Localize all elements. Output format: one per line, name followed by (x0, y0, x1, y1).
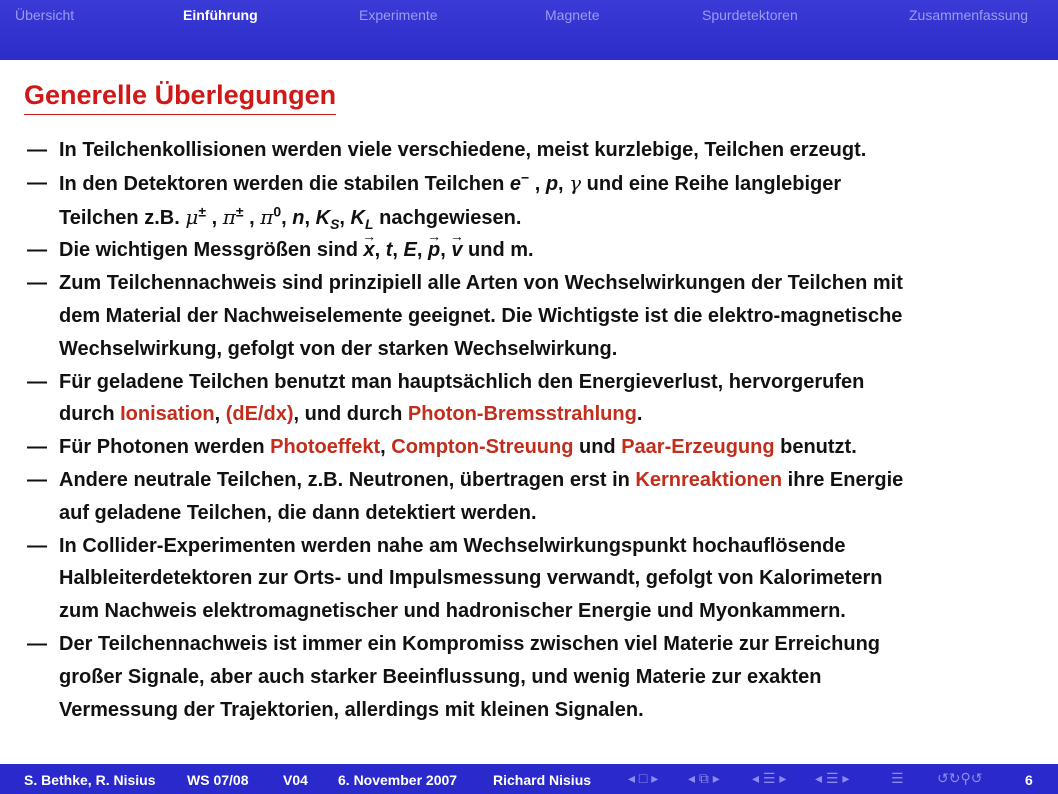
highlight-term: Kernreaktionen (635, 468, 783, 491)
footer-speaker: Richard Nisius (493, 772, 592, 788)
bullet-text: Teilchen z.B. (59, 206, 186, 229)
bullet-2 (27, 167, 1042, 235)
nav-item-zusammenfassung[interactable]: Zusammenfassung (909, 7, 1029, 23)
slide-title: Generelle Überlegungen (24, 80, 336, 115)
highlight-term: Compton-Streuung (391, 436, 574, 459)
bullet-text: . (636, 403, 643, 426)
nav-subsection-icon[interactable]: ◂ ⧉ ▸ (688, 770, 720, 786)
highlight-term: Photoeffekt (270, 436, 381, 459)
symbol-time: t (385, 239, 393, 262)
bullet-9 (27, 628, 1042, 726)
bullet-text: großer Signale, aber auch starker Beeinflussung, und wenig Materie zur exakten (59, 665, 822, 688)
symbol-proton: p (545, 172, 559, 195)
bullet-text: In Teilchenkollisionen werden viele verschiedene, meist kurzlebige, Teilchen erzeugt. (59, 139, 867, 161)
slide-content (27, 134, 1042, 726)
nav-document-icon[interactable]: ◂ ☰ ▸ (815, 770, 850, 786)
bullet-text: auf geladene Teilchen, die dann detektiert werden. (59, 501, 537, 524)
separator: , (416, 239, 429, 262)
bullet-text: Die wichtigen Messgrößen sind (59, 239, 364, 262)
separator: , (339, 206, 351, 229)
bullet-text: benutzt. (774, 436, 857, 459)
bullet-8 (27, 530, 1042, 628)
bullet-text: dem Material der Nachweiselemente geeignet. Die Wichtigste ist die elektro-magnetische (59, 304, 903, 327)
bullet-dash: — (27, 370, 47, 393)
symbol-electron: e (509, 172, 521, 195)
highlight-term: (dE/dx) (225, 403, 294, 426)
footer-semester: WS 07/08 (187, 772, 249, 788)
highlight-term: Photon-Bremsstrahlung (407, 403, 637, 426)
separator: , (392, 239, 404, 262)
bullet-dash: — (27, 534, 47, 557)
bullet-1 (27, 134, 1042, 167)
bullet-text: durch (59, 403, 121, 426)
bullet-text: Zum Teilchennachweis sind prinzipiell alle Arten von Wechselwirkungen der Teilchen mit (59, 272, 903, 295)
footer-authors: S. Bethke, R. Nisius (24, 772, 156, 788)
bullet-dash: — (27, 468, 47, 491)
bullet-dash: — (27, 139, 47, 161)
bullet-7 (27, 464, 1042, 530)
bullet-text: Vermessung der Trajektorien, allerdings mit kleinen Signalen. (59, 698, 644, 721)
symbol-pion-zero: 0 (273, 202, 282, 219)
separator: , (304, 206, 316, 229)
bullet-text: und (573, 436, 622, 459)
footer-lecture: V04 (283, 772, 308, 788)
bullet-text: Halbleiterdetektoren zur Orts- und Impulsmessung verwandt, gefolgt von Kalorimetern (59, 567, 883, 590)
bullet-6 (27, 431, 1042, 464)
bullet-text: zum Nachweis elektromagnetischer und hadronischer Energie und Myonkammern. (59, 600, 846, 623)
bullet-text: und m. (462, 239, 534, 262)
bullet-dash: — (27, 272, 47, 295)
bullet-dash: — (27, 436, 47, 459)
symbol-muon-charge: ± (198, 202, 207, 219)
bullet-text: Wechselwirkung, gefolgt von der starken Wechselwirkung. (59, 337, 618, 360)
separator: , (529, 172, 546, 195)
symbol-kaon-short-sub: S (330, 215, 340, 232)
bullet-5 (27, 366, 1042, 432)
nav-item-spurdetektoren[interactable]: Spurdetektoren (702, 7, 798, 23)
bullet-text: Für geladene Teilchen benutzt man hauptsächlich den Energieverlust, hervorgerufen (59, 370, 865, 393)
symbol-pion-charge: ± (235, 202, 244, 219)
symbol-energy: E (403, 239, 417, 262)
symbol-pion-charged: π (222, 204, 236, 229)
bullet-text: und eine Reihe langlebiger (581, 172, 842, 195)
bullet-text: Der Teilchennachweis ist immer ein Kompromiss zwischen viel Materie zur Erreichung (59, 632, 880, 655)
bullet-text: In Collider-Experimenten werden nahe am Wechselwirkungspunkt hochauflösende (59, 534, 846, 557)
symbol-kaon-short: K (315, 206, 331, 229)
footer-page-number: 6 (1025, 772, 1033, 788)
symbol-gamma: γ (569, 170, 582, 195)
separator: , (440, 239, 452, 262)
symbol-electron-charge: − (520, 169, 530, 186)
header-bar (0, 0, 1058, 60)
bullet-text: nachgewiesen. (373, 206, 522, 229)
bullet-text: Für Photonen werden (59, 436, 271, 459)
separator: , (374, 239, 386, 262)
separator: , (281, 206, 293, 229)
nav-item-magnete[interactable]: Magnete (545, 7, 600, 23)
nav-item-einfuehrung[interactable]: Einführung (183, 7, 258, 23)
bullet-text: Andere neutrale Teilchen, z.B. Neutronen, übertragen erst in (59, 468, 636, 491)
bullet-text: , (214, 403, 226, 426)
nav-search-back-icon[interactable]: ↺↻⚲↺ (937, 770, 983, 786)
symbol-neutron: n (292, 206, 305, 229)
bullet-text: , (380, 436, 392, 459)
section-nav (0, 7, 1058, 25)
nav-item-uebersicht[interactable]: Übersicht (15, 7, 75, 23)
symbol-muon: μ (185, 204, 199, 229)
highlight-term: Paar-Erzeugung (621, 436, 775, 459)
highlight-term: Ionisation (120, 403, 215, 426)
separator: , (243, 206, 261, 229)
bullet-text: , und durch (293, 403, 408, 426)
footer-date: 6. November 2007 (338, 772, 458, 788)
nav-item-experimente[interactable]: Experimente (359, 7, 438, 23)
nav-frame-icon[interactable]: ◂ □ ▸ (628, 770, 659, 786)
bullet-dash: — (27, 239, 47, 262)
bullet-dash: — (27, 171, 47, 194)
symbol-velocity-vector: v → (451, 234, 462, 267)
bullet-4 (27, 267, 1042, 365)
nav-outline-icon[interactable]: ☰ (891, 770, 904, 786)
separator: , (558, 172, 570, 195)
symbol-pion-neutral: π (260, 204, 274, 229)
nav-section-icon[interactable]: ◂ ☰ ▸ (752, 770, 787, 786)
bullet-text: In den Detektoren werden die stabilen Teilchen (59, 172, 510, 195)
symbol-position-vector: x → (364, 234, 375, 267)
bullet-3 (27, 234, 1042, 267)
bullet-text: ihre Energie (782, 468, 904, 491)
symbol-momentum-vector: p → (428, 234, 440, 267)
separator: , (206, 206, 223, 229)
footer-bar (0, 764, 1058, 794)
symbol-kaon-long: K (350, 206, 365, 229)
bullet-dash: — (27, 632, 47, 655)
symbol-kaon-long-sub: L (365, 215, 374, 232)
